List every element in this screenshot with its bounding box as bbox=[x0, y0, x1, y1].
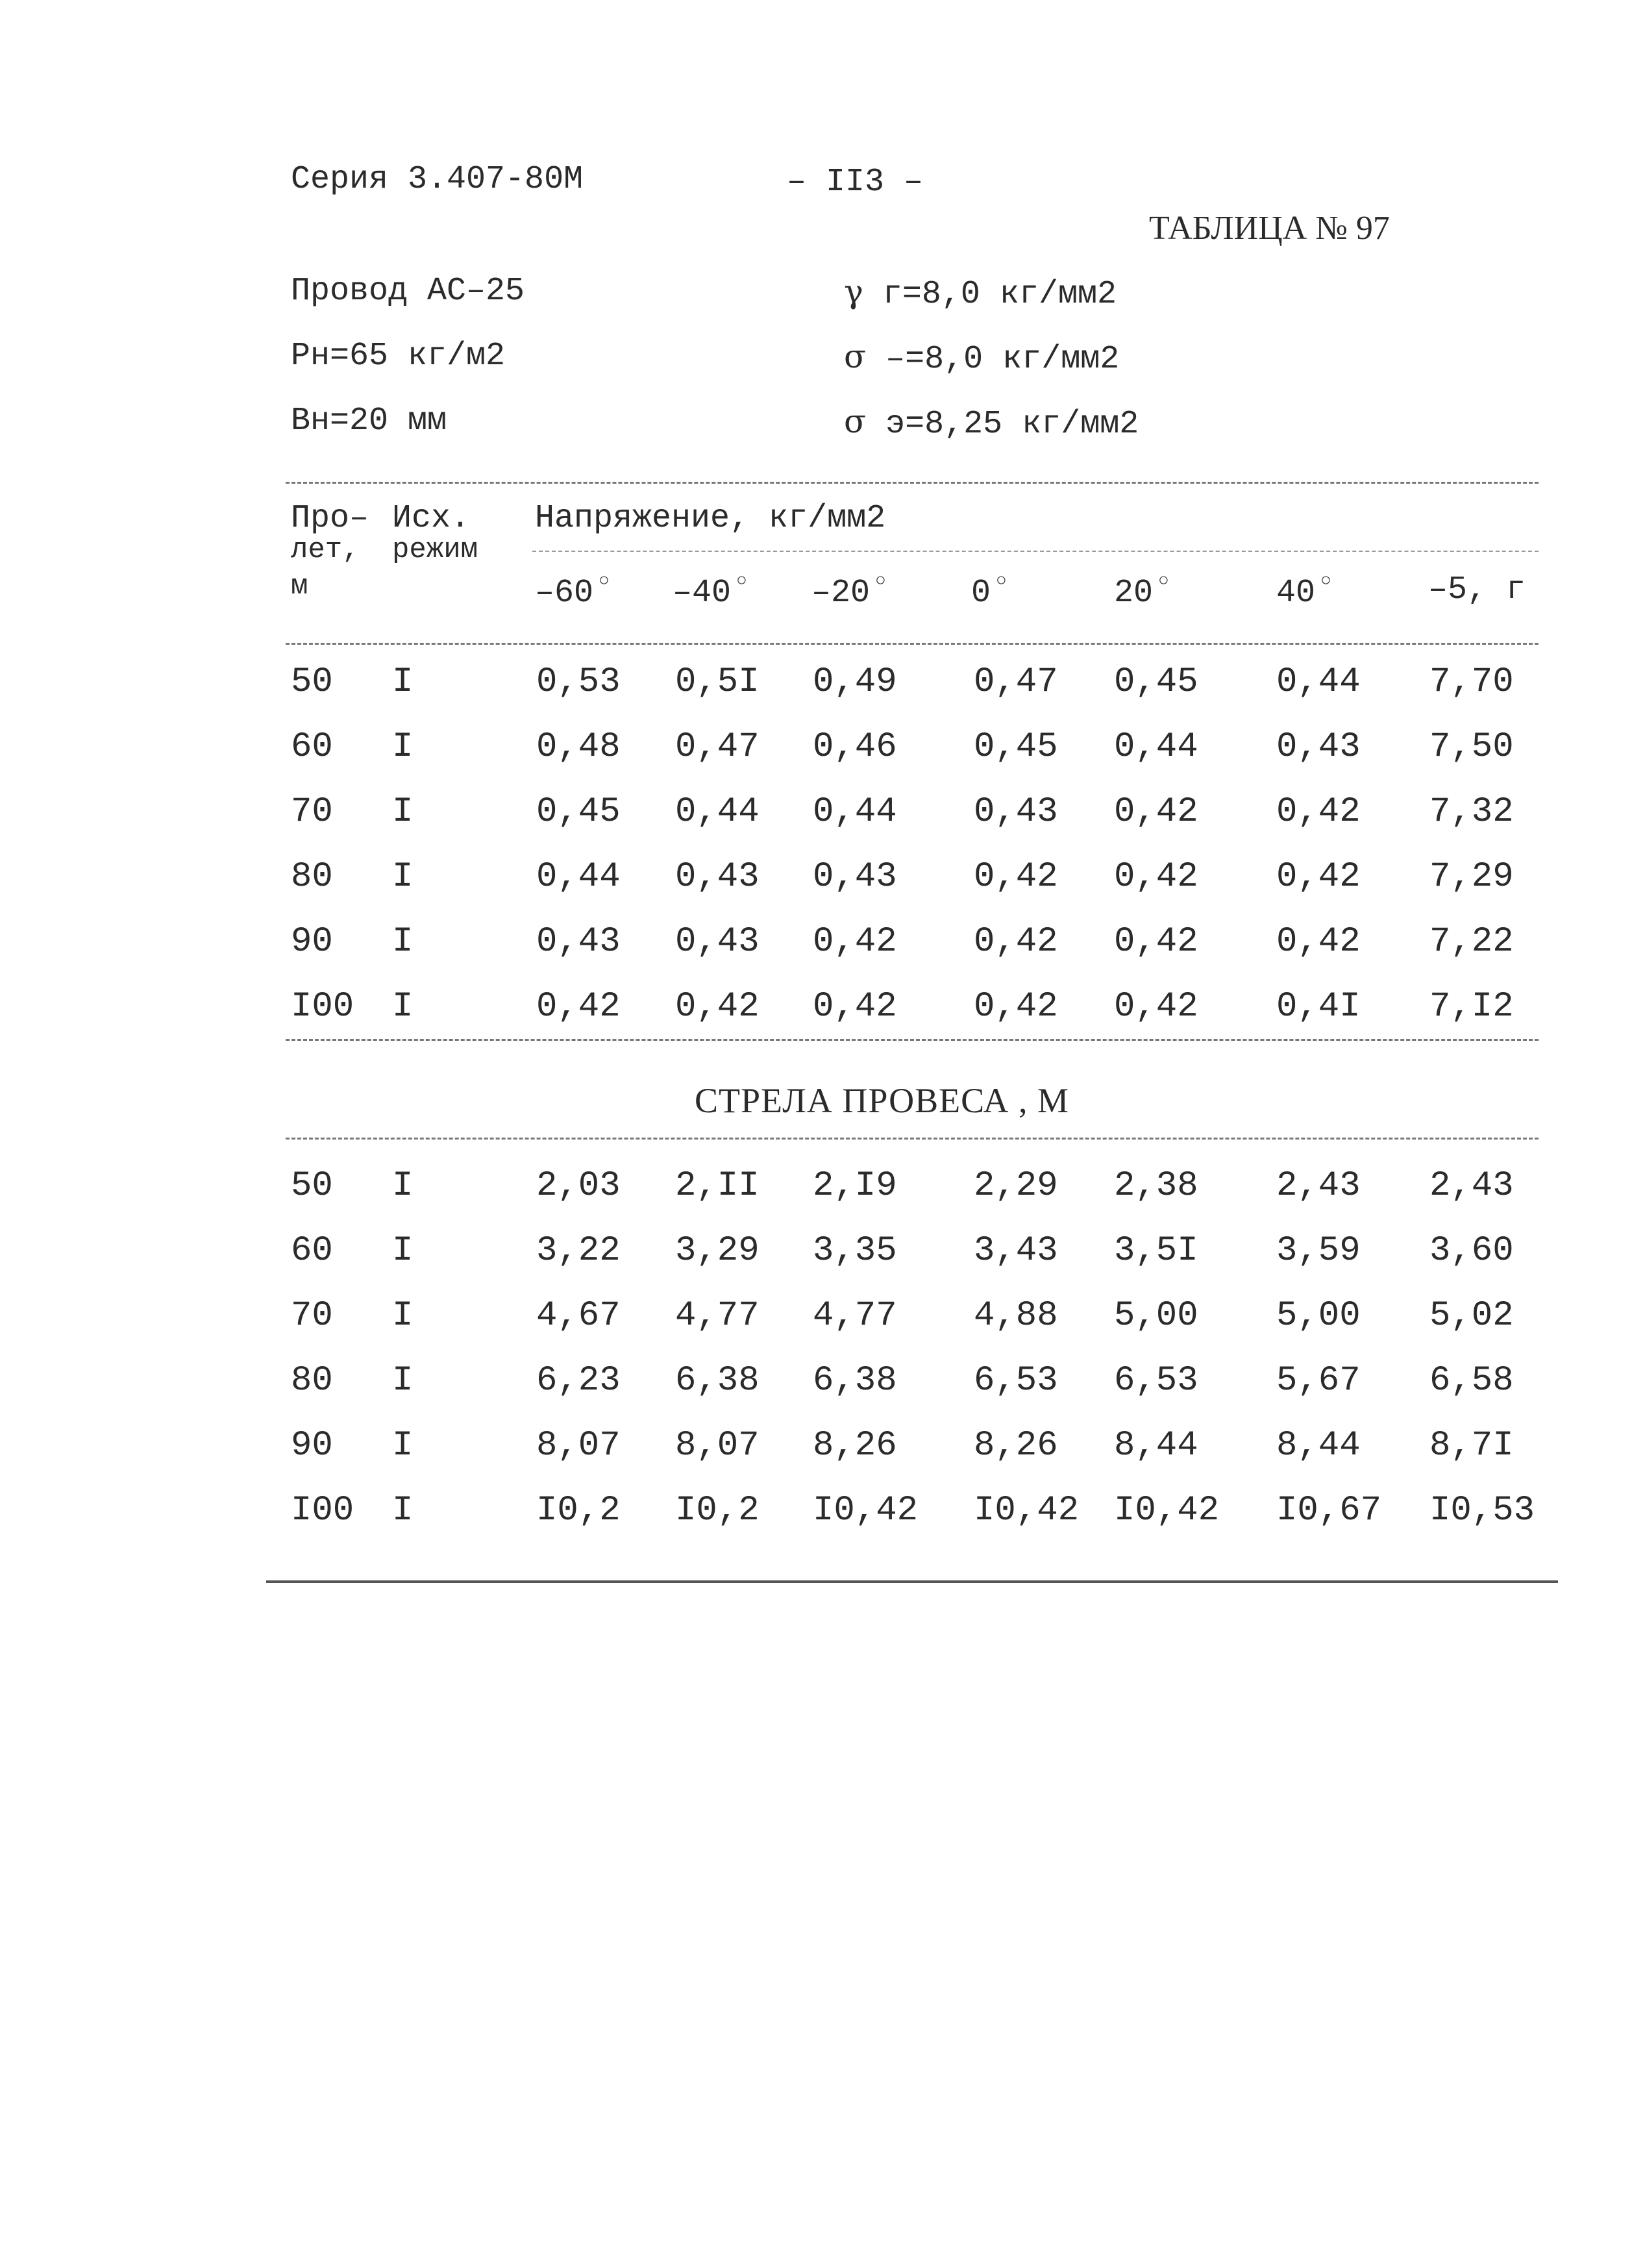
value-cell: 6,53 bbox=[1114, 1361, 1198, 1401]
value-cell: 0,42 bbox=[1114, 792, 1198, 832]
stress-row bbox=[0, 727, 1632, 792]
span-cell: 90 bbox=[291, 1426, 333, 1465]
value-cell: 2,03 bbox=[536, 1166, 621, 1206]
value-cell: 0,5I bbox=[675, 662, 760, 702]
value-cell: 0,53 bbox=[536, 662, 621, 702]
value-cell: 0,45 bbox=[536, 792, 621, 832]
value-cell: 0,49 bbox=[813, 662, 897, 702]
header-mode-1: Исх. bbox=[392, 500, 471, 537]
param-gamma-text: г=8,0 кг/мм2 bbox=[882, 276, 1117, 313]
value-cell: 8,26 bbox=[974, 1426, 1058, 1465]
value-cell: 0,42 bbox=[675, 987, 760, 1027]
value-cell: 7,29 bbox=[1429, 857, 1514, 897]
value-cell: 0,44 bbox=[813, 792, 897, 832]
value-cell: 0,42 bbox=[813, 922, 897, 962]
value-cell: I0,67 bbox=[1276, 1491, 1382, 1530]
value-cell: 4,77 bbox=[675, 1296, 760, 1336]
span-cell: 50 bbox=[291, 662, 333, 702]
value-cell: 7,I2 bbox=[1429, 987, 1514, 1027]
value-cell: 0,44 bbox=[536, 857, 621, 897]
sigma-symbol: σ bbox=[844, 403, 867, 440]
sag-top-rule bbox=[286, 1138, 1539, 1140]
value-cell: 0,45 bbox=[974, 727, 1058, 767]
value-cell: 0,42 bbox=[813, 987, 897, 1027]
value-cell: 0,47 bbox=[974, 662, 1058, 702]
span-cell: 80 bbox=[291, 857, 333, 897]
param-sigma-e bbox=[844, 403, 1139, 443]
mode-cell: I bbox=[392, 1491, 414, 1530]
value-cell: 8,44 bbox=[1114, 1426, 1198, 1465]
span-cell: 70 bbox=[291, 792, 333, 832]
span-cell: 60 bbox=[291, 727, 333, 767]
span-cell: I00 bbox=[291, 987, 354, 1027]
value-cell: 3,43 bbox=[974, 1231, 1058, 1271]
stress-row bbox=[0, 922, 1632, 987]
value-cell: 6,53 bbox=[974, 1361, 1058, 1401]
value-cell: 0,45 bbox=[1114, 662, 1198, 702]
header-mode-2: режим bbox=[392, 534, 478, 566]
header-span-3: м bbox=[291, 570, 308, 603]
temp-40: 40 ○ bbox=[1276, 571, 1331, 612]
sag-row bbox=[0, 1231, 1632, 1296]
value-cell: 0,43 bbox=[675, 857, 760, 897]
value-cell: 8,7I bbox=[1429, 1426, 1514, 1465]
value-cell: 2,II bbox=[675, 1166, 760, 1206]
mode-cell: I bbox=[392, 1426, 414, 1465]
value-cell: 3,59 bbox=[1276, 1231, 1361, 1271]
value-cell: 2,43 bbox=[1429, 1166, 1514, 1206]
sag-row bbox=[0, 1361, 1632, 1426]
value-cell: 4,88 bbox=[974, 1296, 1058, 1336]
value-cell: 8,44 bbox=[1276, 1426, 1361, 1465]
value-cell: 0,44 bbox=[1276, 662, 1361, 702]
mode-cell: I bbox=[392, 1166, 414, 1206]
value-cell: 0,4I bbox=[1276, 987, 1361, 1027]
value-cell: I0,42 bbox=[1114, 1491, 1220, 1530]
value-cell: 8,07 bbox=[675, 1426, 760, 1465]
param-gamma bbox=[844, 273, 1117, 313]
span-cell: 70 bbox=[291, 1296, 333, 1336]
mode-cell: I bbox=[392, 792, 414, 832]
stress-row bbox=[0, 792, 1632, 857]
mode-cell: I bbox=[392, 727, 414, 767]
value-cell: 0,42 bbox=[1276, 857, 1361, 897]
value-cell: 0,44 bbox=[675, 792, 760, 832]
temp-minus-5-ice: –5, г bbox=[1428, 571, 1526, 608]
value-cell: 3,29 bbox=[675, 1231, 760, 1271]
value-cell: 0,42 bbox=[1276, 922, 1361, 962]
param-sigma-minus bbox=[844, 338, 1119, 378]
mode-cell: I bbox=[392, 1231, 414, 1271]
table-bottom-rule bbox=[266, 1580, 1558, 1583]
value-cell: 7,32 bbox=[1429, 792, 1514, 832]
span-cell: 90 bbox=[291, 922, 333, 962]
wire-type: Провод АС–25 bbox=[291, 273, 525, 310]
value-cell: I0,2 bbox=[675, 1491, 760, 1530]
param-sigma-minus-text: –=8,0 кг/мм2 bbox=[885, 341, 1120, 378]
value-cell: 2,I9 bbox=[813, 1166, 897, 1206]
value-cell: 0,42 bbox=[974, 857, 1058, 897]
value-cell: 0,42 bbox=[536, 987, 621, 1027]
value-cell: 2,29 bbox=[974, 1166, 1058, 1206]
value-cell: 8,26 bbox=[813, 1426, 897, 1465]
temp-0: 0 ○ bbox=[971, 571, 1007, 612]
value-cell: 3,35 bbox=[813, 1231, 897, 1271]
ice-thickness: Вн=20 мм bbox=[291, 403, 447, 440]
value-cell: I0,42 bbox=[974, 1491, 1080, 1530]
value-cell: 2,38 bbox=[1114, 1166, 1198, 1206]
mode-cell: I bbox=[392, 857, 414, 897]
value-cell: 5,02 bbox=[1429, 1296, 1514, 1336]
mode-cell: I bbox=[392, 1361, 414, 1401]
value-cell: I0,42 bbox=[813, 1491, 919, 1530]
mode-cell: I bbox=[392, 987, 414, 1027]
gamma-symbol: γ bbox=[844, 273, 863, 310]
value-cell: 0,47 bbox=[675, 727, 760, 767]
value-cell: 0,44 bbox=[1114, 727, 1198, 767]
stress-bottom-rule bbox=[286, 1039, 1539, 1041]
value-cell: 0,42 bbox=[974, 987, 1058, 1027]
value-cell: 7,22 bbox=[1429, 922, 1514, 962]
value-cell: 2,43 bbox=[1276, 1166, 1361, 1206]
temp-minus-40: –40 ○ bbox=[673, 571, 747, 612]
value-cell: 6,38 bbox=[675, 1361, 760, 1401]
value-cell: 7,70 bbox=[1429, 662, 1514, 702]
sag-row bbox=[0, 1296, 1632, 1361]
value-cell: 6,58 bbox=[1429, 1361, 1514, 1401]
span-cell: 60 bbox=[291, 1231, 333, 1271]
temp-minus-20: –20 ○ bbox=[811, 571, 886, 612]
value-cell: 0,48 bbox=[536, 727, 621, 767]
sigma-symbol: σ bbox=[844, 338, 867, 375]
table-title: ТАБЛИЦА № 97 bbox=[1149, 210, 1390, 247]
value-cell: 0,42 bbox=[974, 922, 1058, 962]
sag-row bbox=[0, 1166, 1632, 1231]
param-sigma-e-text: э=8,25 кг/мм2 bbox=[885, 406, 1139, 443]
value-cell: 0,43 bbox=[974, 792, 1058, 832]
value-cell: 4,77 bbox=[813, 1296, 897, 1336]
value-cell: 3,5I bbox=[1114, 1231, 1198, 1271]
value-cell: 0,42 bbox=[1276, 792, 1361, 832]
header-sub-rule bbox=[532, 551, 1539, 552]
sag-section-title: СТРЕЛА ПРОВЕСА , М bbox=[695, 1081, 1069, 1120]
value-cell: 5,67 bbox=[1276, 1361, 1361, 1401]
value-cell: 4,67 bbox=[536, 1296, 621, 1336]
value-cell: 6,38 bbox=[813, 1361, 897, 1401]
stress-row bbox=[0, 662, 1632, 727]
sag-row bbox=[0, 1426, 1632, 1491]
value-cell: 3,22 bbox=[536, 1231, 621, 1271]
stress-row bbox=[0, 987, 1632, 1052]
value-cell: 0,43 bbox=[813, 857, 897, 897]
value-cell: 5,00 bbox=[1276, 1296, 1361, 1336]
temp-20: 20 ○ bbox=[1114, 571, 1169, 612]
mode-cell: I bbox=[392, 1296, 414, 1336]
span-cell: 50 bbox=[291, 1166, 333, 1206]
value-cell: 5,00 bbox=[1114, 1296, 1198, 1336]
value-cell: 0,42 bbox=[1114, 987, 1198, 1027]
sag-row bbox=[0, 1491, 1632, 1556]
value-cell: 0,42 bbox=[1114, 922, 1198, 962]
value-cell: 0,46 bbox=[813, 727, 897, 767]
value-cell: 6,23 bbox=[536, 1361, 621, 1401]
value-cell: 3,60 bbox=[1429, 1231, 1514, 1271]
header-bottom-rule bbox=[286, 643, 1539, 645]
span-cell: 80 bbox=[291, 1361, 333, 1401]
series-label: Серия 3.407-80М bbox=[291, 161, 584, 198]
table-top-rule bbox=[286, 482, 1539, 484]
value-cell: I0,2 bbox=[536, 1491, 621, 1530]
value-cell: 0,42 bbox=[1114, 857, 1198, 897]
temp-minus-60: –60 ○ bbox=[535, 571, 610, 612]
header-span-2: лет, bbox=[291, 534, 360, 566]
span-cell: I00 bbox=[291, 1491, 354, 1530]
value-cell: 8,07 bbox=[536, 1426, 621, 1465]
header-stress-group: Напряжение, кг/мм2 bbox=[535, 500, 886, 537]
value-cell: 7,50 bbox=[1429, 727, 1514, 767]
mode-cell: I bbox=[392, 662, 414, 702]
header-span-1: Про– bbox=[291, 500, 369, 537]
mode-cell: I bbox=[392, 922, 414, 962]
page-number: – II3 – bbox=[787, 164, 924, 201]
value-cell: 0,43 bbox=[675, 922, 760, 962]
value-cell: I0,53 bbox=[1429, 1491, 1535, 1530]
wind-pressure: Рн=65 кг/м2 bbox=[291, 338, 506, 375]
value-cell: 0,43 bbox=[1276, 727, 1361, 767]
stress-row bbox=[0, 857, 1632, 922]
value-cell: 0,43 bbox=[536, 922, 621, 962]
